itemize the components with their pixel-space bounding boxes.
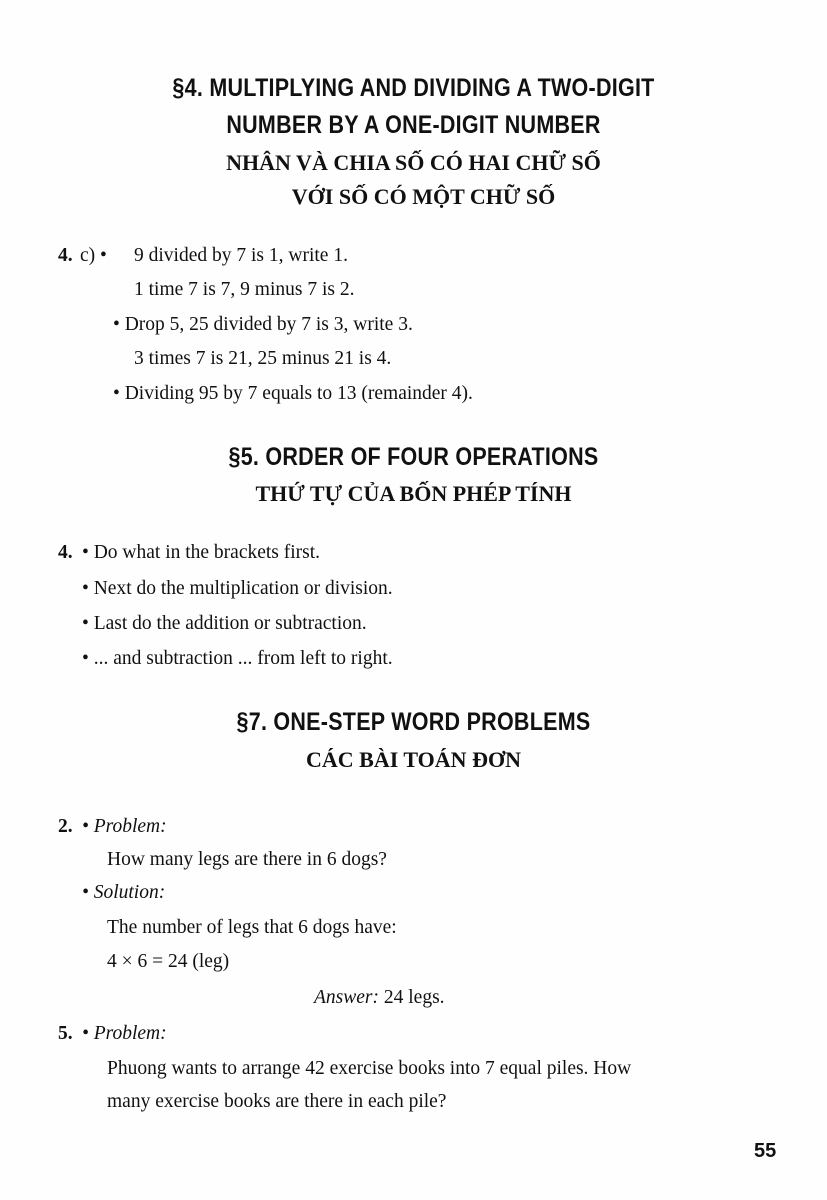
- answer-value: 24 legs.: [379, 987, 445, 1008]
- text-line: How many legs are there in 6 dogs?: [107, 849, 387, 870]
- text-line: Phuong wants to arrange 42 exercise books into 7 equal piles. How: [107, 1058, 632, 1079]
- section-4-title-line-2: NUMBER BY A ONE-DIGIT NUMBER: [226, 111, 601, 139]
- answer-label: Answer:: [314, 987, 379, 1008]
- text-line: • Next do the multiplication or division.: [82, 578, 393, 599]
- text-line: many exercise books are there in each pile?: [107, 1091, 447, 1112]
- section-4-vietnamese-title-2: VỚI SỐ CÓ MỘT CHỮ SỐ: [291, 184, 556, 209]
- section-5-vietnamese-title: THỨ TỰ CỦA BỐN PHÉP TÍNH: [255, 481, 572, 506]
- problem-label: • Problem:: [82, 816, 167, 837]
- section-5-title: §5. ORDER OF FOUR OPERATIONS: [228, 443, 599, 471]
- section-4-vietnamese-title-1: NHÂN VÀ CHIA SỐ CÓ HAI CHỮ SỐ: [226, 150, 601, 175]
- text-line: • Do what in the brackets first.: [82, 542, 321, 563]
- exercise-number: 4.: [58, 245, 73, 266]
- text-line: 9 divided by 7 is 1, write 1.: [134, 245, 348, 266]
- section-7-title: §7. ONE-STEP WORD PROBLEMS: [236, 708, 591, 736]
- exercise-number: 5.: [58, 1023, 73, 1044]
- text-line: 3 times 7 is 21, 25 minus 21 is 4.: [134, 348, 392, 369]
- text-line: • Drop 5, 25 divided by 7 is 3, write 3.: [113, 314, 413, 335]
- problem-label: • Problem:: [82, 1023, 167, 1044]
- text-line: • ... and subtraction ... from left to right.: [82, 648, 393, 669]
- sub-part-label: c) •: [80, 245, 107, 266]
- exercise-number: 2.: [58, 816, 73, 837]
- section-4-title-line-1: §4. MULTIPLYING AND DIVIDING A TWO-DIGIT: [172, 74, 655, 102]
- text-line: The number of legs that 6 dogs have:: [107, 917, 397, 938]
- page-number: 55: [754, 1140, 777, 1162]
- solution-label: • Solution:: [82, 882, 166, 903]
- text-line: • Dividing 95 by 7 equals to 13 (remainder 4).: [113, 383, 473, 404]
- text-line: 4 × 6 = 24 (leg): [107, 951, 230, 972]
- text-line: 1 time 7 is 7, 9 minus 7 is 2.: [134, 279, 355, 300]
- answer-line: [314, 985, 445, 1011]
- section-7-vietnamese-title: CÁC BÀI TOÁN ĐƠN: [306, 747, 521, 772]
- exercise-number: 4.: [58, 542, 73, 563]
- text-line: • Last do the addition or subtraction.: [82, 613, 367, 634]
